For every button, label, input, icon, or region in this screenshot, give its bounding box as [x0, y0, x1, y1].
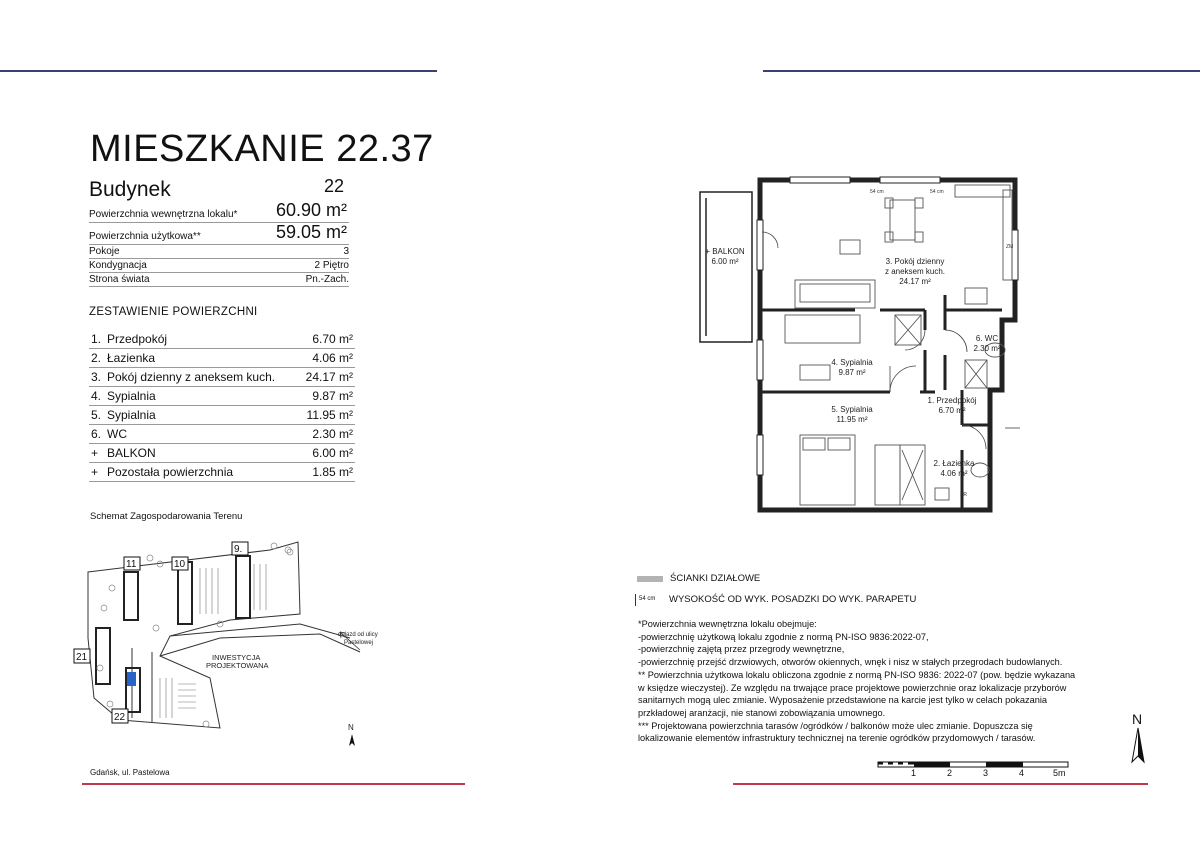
detail-value: 3	[343, 246, 349, 257]
room3-label-2: z aneksem kuch.	[884, 267, 946, 276]
room-area: 11.95 m²	[306, 408, 353, 422]
pr-label: PR	[960, 492, 967, 498]
detail-row	[89, 202, 349, 223]
scale-bar	[876, 760, 1076, 770]
note-line: *Powierzchnia wewnętrzna lokalu obejmuje:	[638, 619, 817, 629]
building-11-label: 11	[126, 559, 137, 570]
room-area: 9.87 m²	[312, 389, 353, 403]
location-label: Gdańsk, ul. Pastelowa	[90, 768, 170, 777]
scale-tick-label: 2	[947, 768, 953, 778]
room-num: 1.	[91, 332, 102, 346]
walls-legend-label: ŚCIANKI DZIAŁOWE	[670, 573, 761, 584]
building-21-label: 21	[76, 652, 88, 663]
room-row	[89, 425, 355, 444]
room-name: BALKON	[107, 446, 156, 460]
building-10-label: 10	[174, 559, 186, 570]
note-line: ** Powierzchnia użytkowa lokalu obliczona zgodnie z normą PN-ISO 9836: 2022-07 (pow. będzie wykazana	[638, 669, 1076, 680]
note-line: -powierzchnię zajętą przez przegrody wewnętrzne,	[638, 644, 845, 655]
floor-plan	[690, 170, 1046, 525]
sill-legend-label: WYSOKOŚĆ OD WYK. POSADZKI DO WYK. PARAPETU	[669, 594, 917, 605]
note-line: sanitarnych mogą ulec zmianie. Wyposażenie przedstawione na karcie jest tylko w celach pokazania	[638, 695, 1047, 706]
room3-label-1: 3. Pokój dzienny	[885, 257, 945, 266]
detail-label: Powierzchnia użytkowa**	[89, 231, 201, 242]
room-name: Pozostała powierzchnia	[107, 465, 234, 479]
room-labels	[705, 247, 1001, 478]
room5-area: 11.95 m²	[836, 415, 868, 424]
room-name: WC	[107, 427, 127, 441]
scale-tick-label: 1	[911, 768, 917, 778]
top-rule-right	[763, 70, 1200, 72]
room-name: Sypialnia	[107, 408, 156, 422]
site-plan-map	[60, 528, 420, 760]
room-num: 5.	[91, 408, 102, 422]
room6-name: 6. WC	[975, 334, 999, 343]
room4-area: 9.87 m²	[838, 368, 866, 377]
site-plan-title: Schemat Zagospodarowania Terenu	[90, 511, 243, 522]
detail-row	[89, 259, 349, 273]
room-row	[89, 330, 355, 349]
room6-area: 2.30 m²	[973, 344, 1001, 353]
detail-label: Pokoje	[89, 246, 120, 257]
room5-name: 5. Sypialnia	[831, 405, 873, 414]
detail-value: 60.90 m²	[275, 200, 347, 220]
room-num: 3.	[91, 370, 102, 384]
fridge-label: ZM	[1006, 244, 1014, 250]
room-row	[89, 387, 355, 406]
room-name: Łazienka	[107, 351, 156, 365]
apartment-title: MIESZKANIE 22.37	[90, 128, 434, 170]
building-number: 22	[324, 176, 345, 196]
note-line: *** Projektowana powierzchnia tarasów /ogródków / balkonów może ulec zmianie. Dopuszcza się	[638, 720, 1033, 731]
note-line: przkładowej aranżacji, nie stanowi zobowiązania umownego.	[638, 707, 886, 718]
plan-north-label: N	[1132, 711, 1143, 727]
road-label-2: PROJEKTOWANA	[206, 661, 269, 670]
summary-heading: ZESTAWIENIE POWIERZCHNI	[89, 306, 258, 318]
note-line: lokalizowanie elementów infrastruktury technicznej na terenie ogródków przydomowych / tarasów.	[638, 733, 1036, 744]
room2-area: 4.06 m²	[940, 469, 968, 478]
room-row	[89, 463, 355, 482]
building-22-label: 22	[114, 712, 126, 723]
room-num: +	[91, 465, 99, 479]
notes-block	[638, 618, 1138, 745]
balcony-name: + BALKON	[705, 247, 745, 256]
room-num: 4.	[91, 389, 102, 403]
detail-value: Pn.-Zach.	[305, 274, 349, 285]
detail-label: Strona świata	[89, 274, 150, 285]
balcony	[700, 192, 752, 342]
road-label-1: INWESTYCJA	[212, 653, 261, 662]
building-labels	[74, 542, 248, 723]
scale-tick-label: 3	[983, 768, 989, 778]
sill-height-label: 54 cm	[930, 189, 944, 195]
room2-name: 2. Łazienka	[933, 459, 975, 468]
room-area: 1.85 m²	[312, 465, 353, 479]
building-9-label: 9.	[234, 544, 243, 555]
note-line: -powierzchnię przejść drzwiowych, otworów okiennych, wnęk i nisz w stałych przegrodach budowlanych.	[638, 657, 1063, 668]
detail-value: 2 Piętro	[314, 260, 349, 271]
room-area: 6.70 m²	[312, 332, 353, 346]
room-area: 6.00 m²	[312, 446, 353, 460]
room-name: Sypialnia	[107, 389, 156, 403]
note-line: w księdze wieczystej). Ze względu na trwające prace projektowe powierzchnie oraz lokalizacje przyborów	[638, 682, 1067, 693]
detail-value: 59.05 m²	[275, 222, 347, 242]
room-area: 24.17 m²	[305, 370, 353, 384]
access-label-1: dojazd od ulicy	[338, 632, 378, 638]
selected-building-marker	[127, 672, 136, 686]
scale-tick-label: 4	[1019, 768, 1025, 778]
walls-legend-swatch	[637, 576, 663, 582]
room-area: 2.30 m²	[312, 427, 353, 441]
room-name: Pokój dzienny z aneksem kuch.	[107, 370, 276, 384]
building-label: Budynek	[89, 178, 171, 201]
detail-row	[89, 224, 349, 245]
balcony-area: 6.00 m²	[711, 257, 739, 266]
room-num: 2.	[91, 351, 102, 365]
room-row	[89, 444, 355, 463]
room-name: Przedpokój	[107, 332, 168, 346]
plan-north-arrow-icon	[1128, 726, 1148, 766]
site-north-arrow-icon	[349, 734, 355, 746]
room-num: +	[91, 446, 99, 460]
room1-name: 1. Przedpokój	[927, 396, 977, 405]
room-row	[89, 368, 355, 387]
detail-label: Powierzchnia wewnętrzna lokalu*	[89, 209, 238, 220]
site-buildings	[96, 556, 250, 712]
bottom-rule-right	[733, 783, 1148, 785]
detail-label: Kondygnacja	[89, 260, 147, 271]
sill-legend-icon	[635, 594, 637, 606]
windows	[757, 177, 1018, 475]
sill-height-label: 54 cm	[870, 189, 884, 195]
room-num: 6.	[91, 427, 102, 441]
room1-area: 6.70 m²	[938, 406, 966, 415]
room4-name: 4. Sypialnia	[831, 358, 873, 367]
detail-row	[89, 273, 349, 287]
room-row	[89, 349, 355, 368]
room3-area: 24.17 m²	[899, 277, 931, 286]
bottom-rule-left	[82, 783, 465, 785]
scale-tick-label: 5m	[1053, 768, 1066, 778]
detail-row	[89, 245, 349, 259]
room-row	[89, 406, 355, 425]
site-north-label: N	[348, 723, 354, 732]
door-swings	[762, 232, 986, 449]
note-line: -powierzchnię użytkową lokalu zgodnie z normą PN-ISO 9836:2022-07,	[638, 631, 929, 642]
access-label-2: Pastelowej	[344, 640, 374, 646]
room-area: 4.06 m²	[312, 351, 353, 365]
top-rule-left	[0, 70, 437, 72]
sill-legend-value: 54 cm	[639, 596, 656, 602]
